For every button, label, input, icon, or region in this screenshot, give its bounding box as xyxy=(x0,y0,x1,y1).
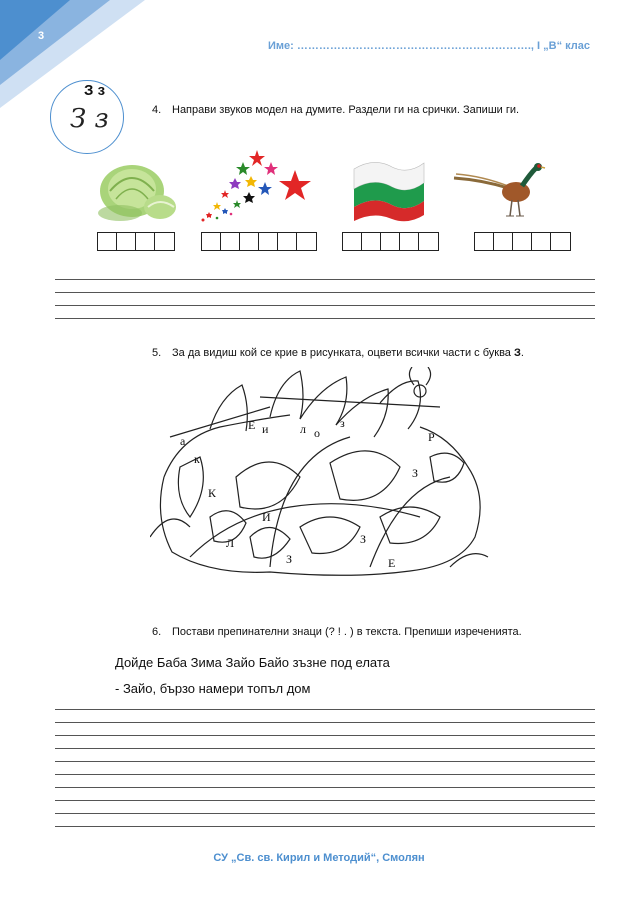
sound-box[interactable] xyxy=(297,233,316,250)
sound-box[interactable] xyxy=(117,233,136,250)
sound-box[interactable] xyxy=(202,233,221,250)
coloring-letter: и xyxy=(262,422,269,436)
sound-box[interactable] xyxy=(475,233,494,250)
sound-box[interactable] xyxy=(362,233,381,250)
task-5-instruction xyxy=(152,347,524,359)
sound-box[interactable] xyxy=(155,233,174,250)
coloring-letter: з xyxy=(340,416,345,430)
task-4-number: 4. xyxy=(152,104,162,116)
sound-box[interactable] xyxy=(400,233,419,250)
task-4-instruction xyxy=(152,104,519,116)
writing-line[interactable] xyxy=(55,787,595,788)
task-5-number: 5. xyxy=(152,347,162,359)
student-name-line: Име: ………………………………………………………., I „В“ клас xyxy=(268,40,591,52)
sound-model-boxes-cabbage[interactable] xyxy=(97,232,175,251)
coloring-letter: И xyxy=(262,510,271,524)
stars-image xyxy=(195,148,320,228)
writing-line[interactable] xyxy=(55,318,595,319)
cabbage-image xyxy=(90,155,180,225)
coloring-letter: а xyxy=(180,434,186,448)
coloring-letter: к xyxy=(194,452,200,466)
coloring-letter: К xyxy=(208,486,217,500)
sound-model-boxes-pheasant[interactable] xyxy=(474,232,571,251)
sound-box[interactable] xyxy=(278,233,297,250)
coloring-letter: Л xyxy=(226,536,235,550)
task-6-number: 6. xyxy=(152,626,162,638)
sound-box[interactable] xyxy=(98,233,117,250)
bulgarian-flag-image xyxy=(348,155,428,223)
coloring-letter: З xyxy=(286,552,293,566)
page-number: 3 xyxy=(38,30,45,42)
task-5-text-end: . xyxy=(520,347,524,359)
sound-box[interactable] xyxy=(343,233,362,250)
coloring-picture xyxy=(150,367,490,582)
sentence-2: - Зайо, бързо намери топъл дом xyxy=(115,681,311,696)
writing-line[interactable] xyxy=(55,279,595,280)
sound-box[interactable] xyxy=(381,233,400,250)
letter-script: З з xyxy=(70,104,109,134)
writing-line[interactable] xyxy=(55,735,595,736)
task-5-text: За да видиш кой се крие в рисунката, оцвети всички части с буква xyxy=(172,347,514,359)
pheasant-image xyxy=(452,160,547,222)
sound-box[interactable] xyxy=(240,233,259,250)
coloring-letter: о xyxy=(314,426,320,440)
sound-box[interactable] xyxy=(532,233,551,250)
task-6-text: Постави препинателни знаци (? ! . ) в текста. Препиши изреченията. xyxy=(172,626,522,638)
writing-line[interactable] xyxy=(55,292,595,293)
writing-line[interactable] xyxy=(55,305,595,306)
writing-line[interactable] xyxy=(55,761,595,762)
task-4-text: Направи звуков модел на думите. Раздели ги на срички. Запиши ги. xyxy=(172,104,520,116)
coloring-letter: З xyxy=(412,466,419,480)
coloring-letter: З xyxy=(360,532,367,546)
sound-box[interactable] xyxy=(221,233,240,250)
writing-line[interactable] xyxy=(55,774,595,775)
coloring-letter: Е xyxy=(248,418,256,432)
letter-print: З з xyxy=(84,82,106,99)
coloring-letter: Р xyxy=(428,430,435,444)
task-6-instruction xyxy=(152,626,522,638)
writing-line[interactable] xyxy=(55,722,595,723)
coloring-letter: Е xyxy=(388,556,396,570)
sound-box[interactable] xyxy=(551,233,570,250)
sound-box[interactable] xyxy=(419,233,438,250)
sound-box[interactable] xyxy=(513,233,532,250)
sentence-1: Дойде Баба Зима Зайо Байо зъзне под елата xyxy=(115,655,390,670)
sound-box[interactable] xyxy=(136,233,155,250)
sound-box[interactable] xyxy=(494,233,513,250)
writing-line[interactable] xyxy=(55,826,595,827)
footer-school: СУ „Св. св. Кирил и Методий“, Смолян xyxy=(213,852,425,864)
sound-model-boxes-stars[interactable] xyxy=(201,232,317,251)
writing-line[interactable] xyxy=(55,748,595,749)
writing-line[interactable] xyxy=(55,813,595,814)
sound-model-boxes-flag[interactable] xyxy=(342,232,439,251)
writing-line[interactable] xyxy=(55,709,595,710)
task-5-bold-letter: З xyxy=(513,347,521,359)
coloring-letter: л xyxy=(300,422,306,436)
writing-line[interactable] xyxy=(55,800,595,801)
sound-box[interactable] xyxy=(259,233,278,250)
